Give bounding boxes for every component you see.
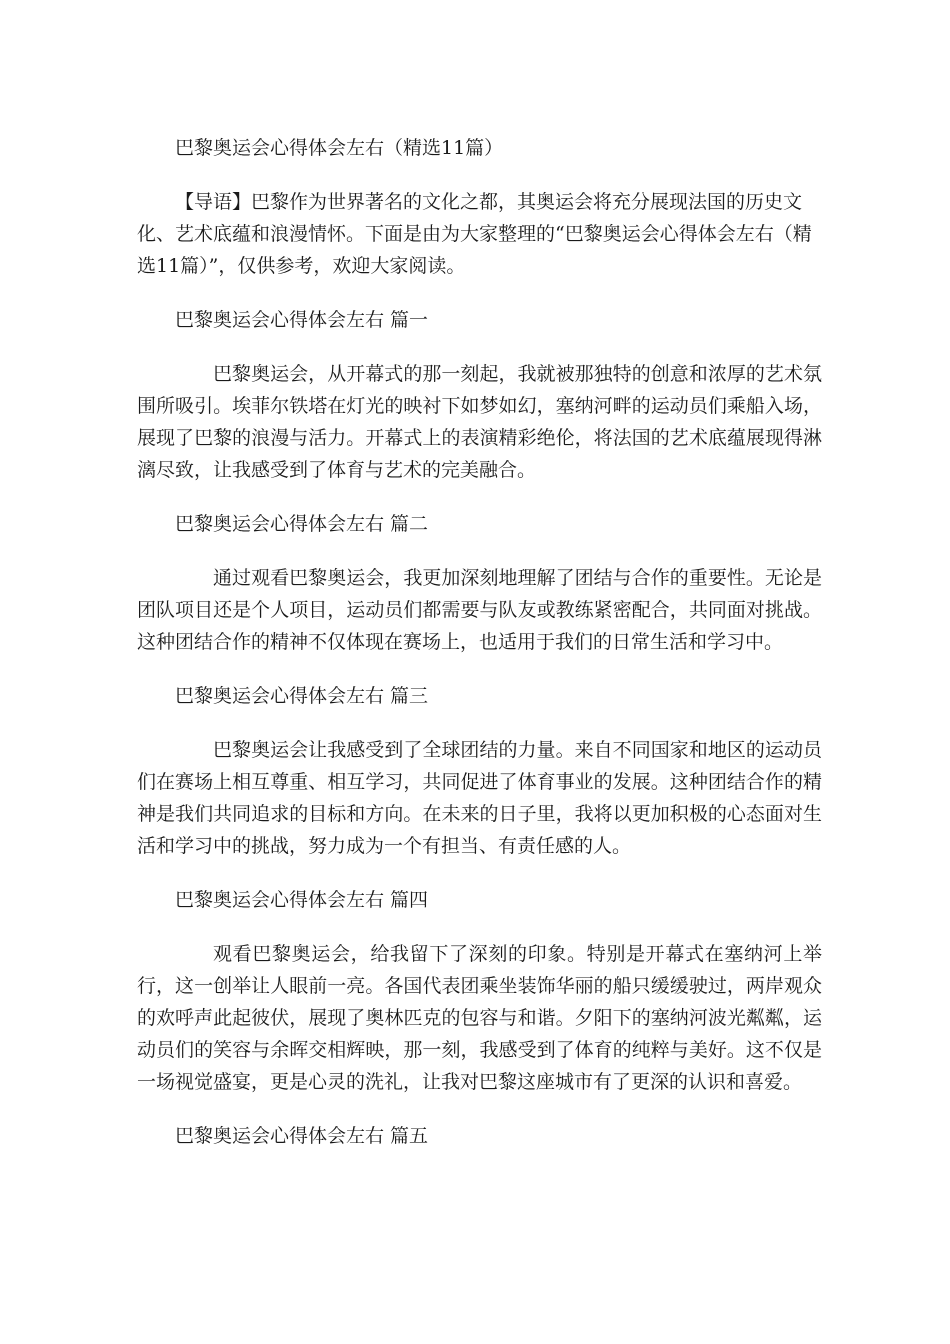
section-body-4: 观看巴黎奥运会，给我留下了深刻的印象。特别是开幕式在塞纳河上举行，这一创举让人眼前一亮。各国代表团乘坐装饰华丽的船只缓缓驶过，两岸观众的欢呼声此起彼伏，展现了奥林匹克的包容与和谐。夕阳下的塞纳河波光粼粼，运动员们的笑容与余晖交相辉映，那一刻，我感受到了体育的纯粹与美好。这不仅是一场视觉盛宴，更是心灵的洗礼，让我对巴黎这座城市有了更深的认识和喜爱。 — [137, 943, 822, 1093]
intro-paragraph — [137, 186, 822, 282]
section-heading-3: 巴黎奥运会心得体会左右 篇三 — [175, 685, 429, 707]
section-body-1: 巴黎奥运会，从开幕式的那一刻起，我就被那独特的创意和浓厚的艺术氛围所吸引。埃菲尔铁塔在灯光的映衬下如梦如幻，塞纳河畔的运动员们乘船入场，展现了巴黎的浪漫与活力。开幕式上的表演精彩绝伦，将法国的艺术底蕴展现得淋漓尽致，让我感受到了体育与艺术的完美融合。 — [137, 363, 822, 481]
document-page — [137, 132, 822, 1174]
section-heading-4: 巴黎奥运会心得体会左右 篇四 — [175, 889, 429, 911]
intro-text: 【导语】巴黎作为世界著名的文化之都，其奥运会将充分展现法国的历史文化、艺术底蕴和浪漫情怀。下面是由为大家整理的“巴黎奥运会心得体会左右（精选11篇）”，仅供参考，欢迎大家阅读。 — [137, 191, 812, 277]
section-heading-5: 巴黎奥运会心得体会左右 篇五 — [175, 1125, 429, 1147]
document-title: 巴黎奥运会心得体会左右（精选11篇） — [175, 137, 504, 159]
section-body-3: 巴黎奥运会让我感受到了全球团结的力量。来自不同国家和地区的运动员们在赛场上相互尊重、相互学习，共同促进了体育事业的发展。这种团结合作的精神是我们共同追求的目标和方向。在未来的日子里，我将以更加积极的心态面对生活和学习中的挑战，努力成为一个有担当、有责任感的人。 — [137, 739, 822, 857]
section-heading-2: 巴黎奥运会心得体会左右 篇二 — [175, 513, 429, 535]
section-heading-1: 巴黎奥运会心得体会左右 篇一 — [175, 309, 429, 331]
section-body-2: 通过观看巴黎奥运会，我更加深刻地理解了团结与合作的重要性。无论是团队项目还是个人项目，运动员们都需要与队友或教练紧密配合，共同面对挑战。这种团结合作的精神不仅体现在赛场上，也适用于我们的日常生活和学习中。 — [137, 567, 822, 653]
